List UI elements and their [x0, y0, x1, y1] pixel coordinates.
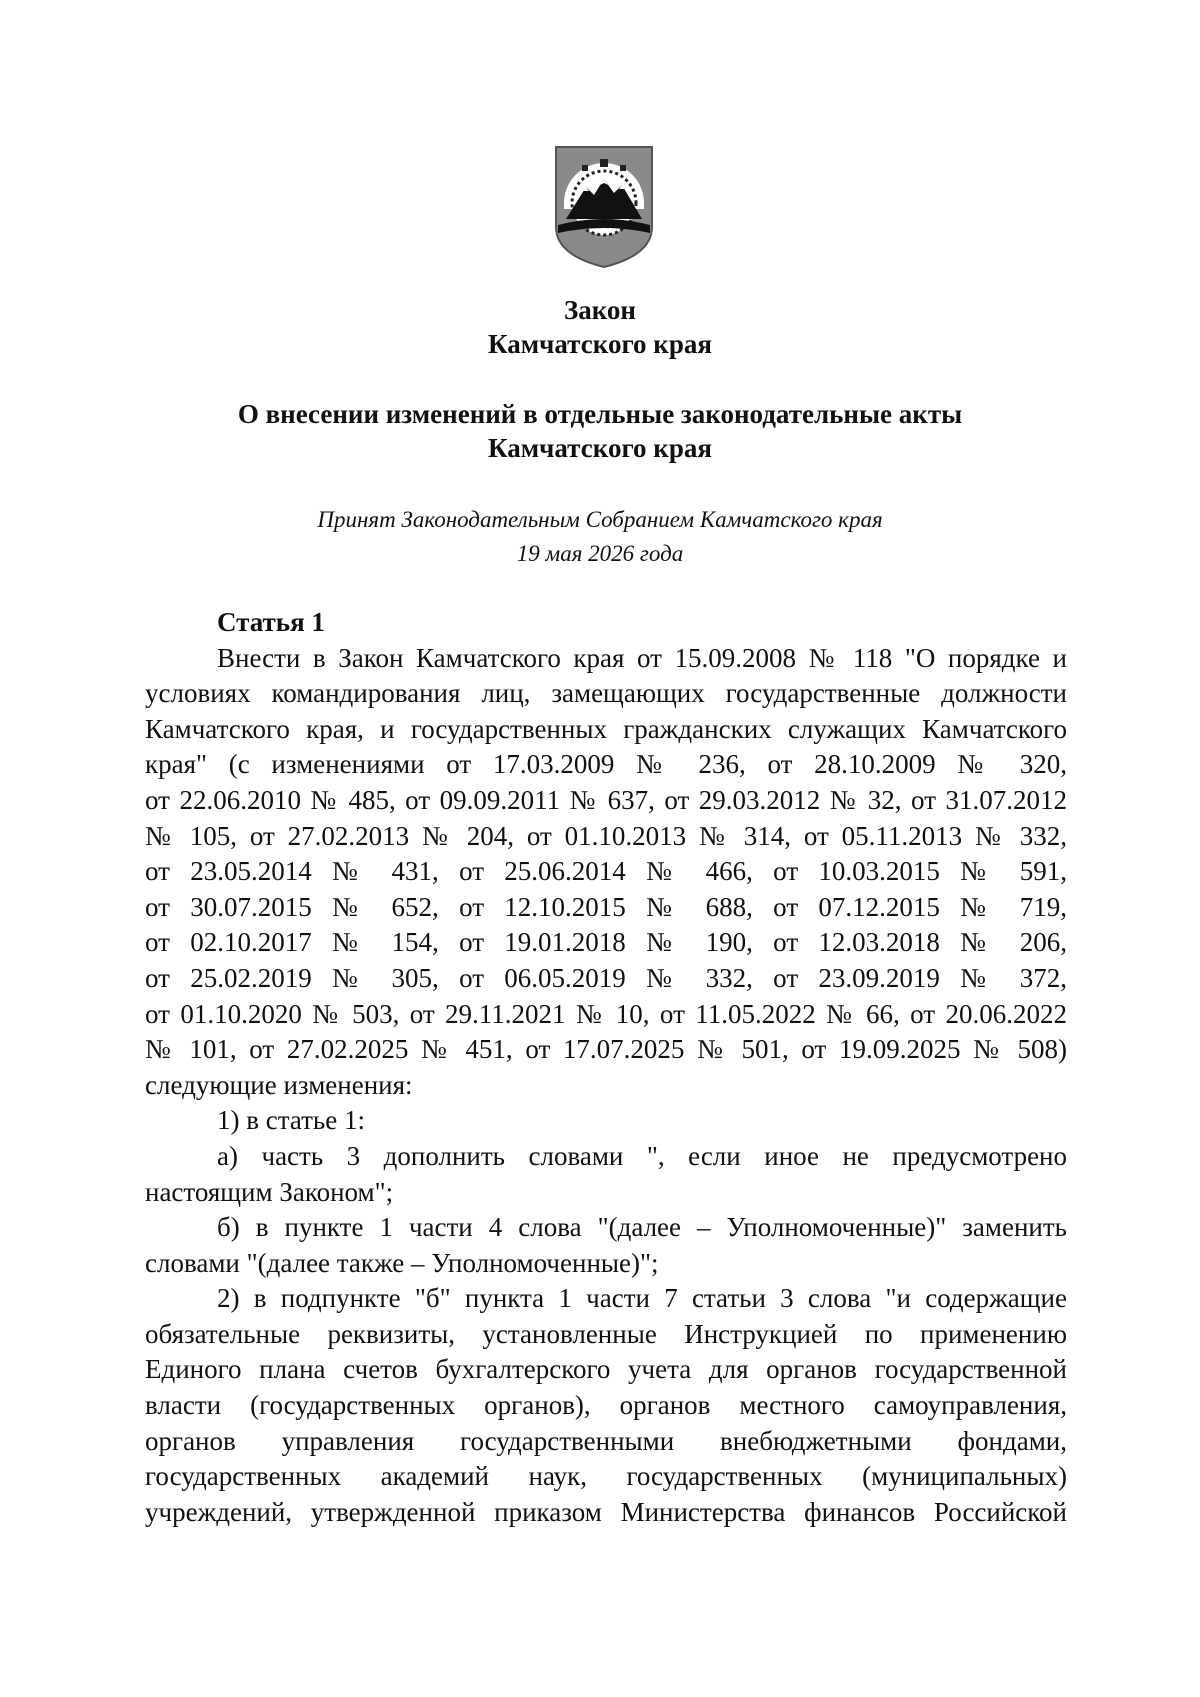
law-title-line2: Камчатского края — [488, 329, 712, 359]
text-line: от 23.05.2014 № 431, от 25.06.2014 № 466, от 10.03.2015 № 591, — [145, 856, 1067, 887]
text-line: органов управления государственными внебюджетными фондами, — [145, 1425, 1067, 1456]
text-line: настоящим Законом"; — [145, 1176, 394, 1207]
text-line: края" (с изменениями от 17.03.2009 № 236, от 28.10.2009 № 320, — [145, 749, 1067, 780]
text-line: № 105, от 27.02.2013 № 204, от 01.10.2013 № 314, от 05.11.2013 № 332, — [145, 820, 1067, 851]
law-subject-line1: О внесении изменений в отдельные законодательные акты — [237, 399, 963, 429]
kamchatka-coat-of-arms-icon — [552, 143, 656, 269]
law-title-line1: Закон — [563, 295, 636, 325]
list-item-1: 1) в статье 1: — [217, 1105, 365, 1136]
text-line: обязательные реквизиты, установленные Инструкцией по применению — [145, 1318, 1067, 1349]
text-line: Внести в Закон Камчатского края от 15.09.2008 № 118 "О порядке и — [217, 642, 1067, 673]
text-line: от 01.10.2020 № 503, от 29.11.2021 № 10, от 11.05.2022 № 66, от 20.06.2022 — [145, 998, 1067, 1029]
text-line: условиях командирования лиц, замещающих государственные должности — [145, 678, 1067, 709]
text-line: следующие изменения: — [145, 1069, 413, 1100]
law-subject-line2: Камчатского края — [488, 433, 712, 463]
text-line: от 25.02.2019 № 305, от 06.05.2019 № 332, от 23.09.2019 № 372, — [145, 962, 1067, 993]
list-item-2: 2) в подпункте "б" пункта 1 части 7 статьи 3 слова "и содержащие — [217, 1283, 1067, 1314]
article-body — [145, 605, 1067, 1530]
text-line: от 22.06.2010 № 485, от 09.09.2011 № 637, от 29.03.2012 № 32, от 31.07.2012 — [145, 784, 1067, 815]
text-line: учреждений, утвержденной приказом Министерства финансов Российской — [145, 1496, 1067, 1527]
text-line: от 02.10.2017 № 154, от 19.01.2018 № 190, от 12.03.2018 № 206, — [145, 927, 1067, 958]
text-line: Камчатского края, и государственных гражданских служащих Камчатского — [145, 713, 1067, 744]
adoption-note — [0, 503, 1200, 571]
text-line: государственных академий наук, государственных (муниципальных) — [145, 1461, 1067, 1492]
text-line: словами "(далее также – Уполномоченные)"; — [145, 1247, 659, 1278]
law-title — [0, 293, 1200, 361]
article-heading: Статья 1 — [217, 607, 325, 637]
adoption-note-line1: Принят Законодательным Собранием Камчатского края — [317, 507, 883, 532]
law-subject — [0, 397, 1200, 465]
list-item-1a: а) часть 3 дополнить словами ", если иное не предусмотрено — [217, 1140, 1067, 1171]
text-line: власти (государственных органов), органов местного самоуправления, — [145, 1390, 1067, 1421]
text-line: Единого плана счетов бухгалтерского учета для органов государственной — [145, 1354, 1067, 1385]
list-item-1b: б) в пункте 1 части 4 слова "(далее – Уполномоченные)" заменить — [217, 1212, 1067, 1243]
adoption-date: 19 мая 2026 года — [516, 541, 684, 566]
text-line: № 101, от 27.02.2025 № 451, от 17.07.2025 № 501, от 19.09.2025 № 508) — [145, 1034, 1067, 1065]
text-line: от 30.07.2015 № 652, от 12.10.2015 № 688, от 07.12.2015 № 719, — [145, 891, 1067, 922]
